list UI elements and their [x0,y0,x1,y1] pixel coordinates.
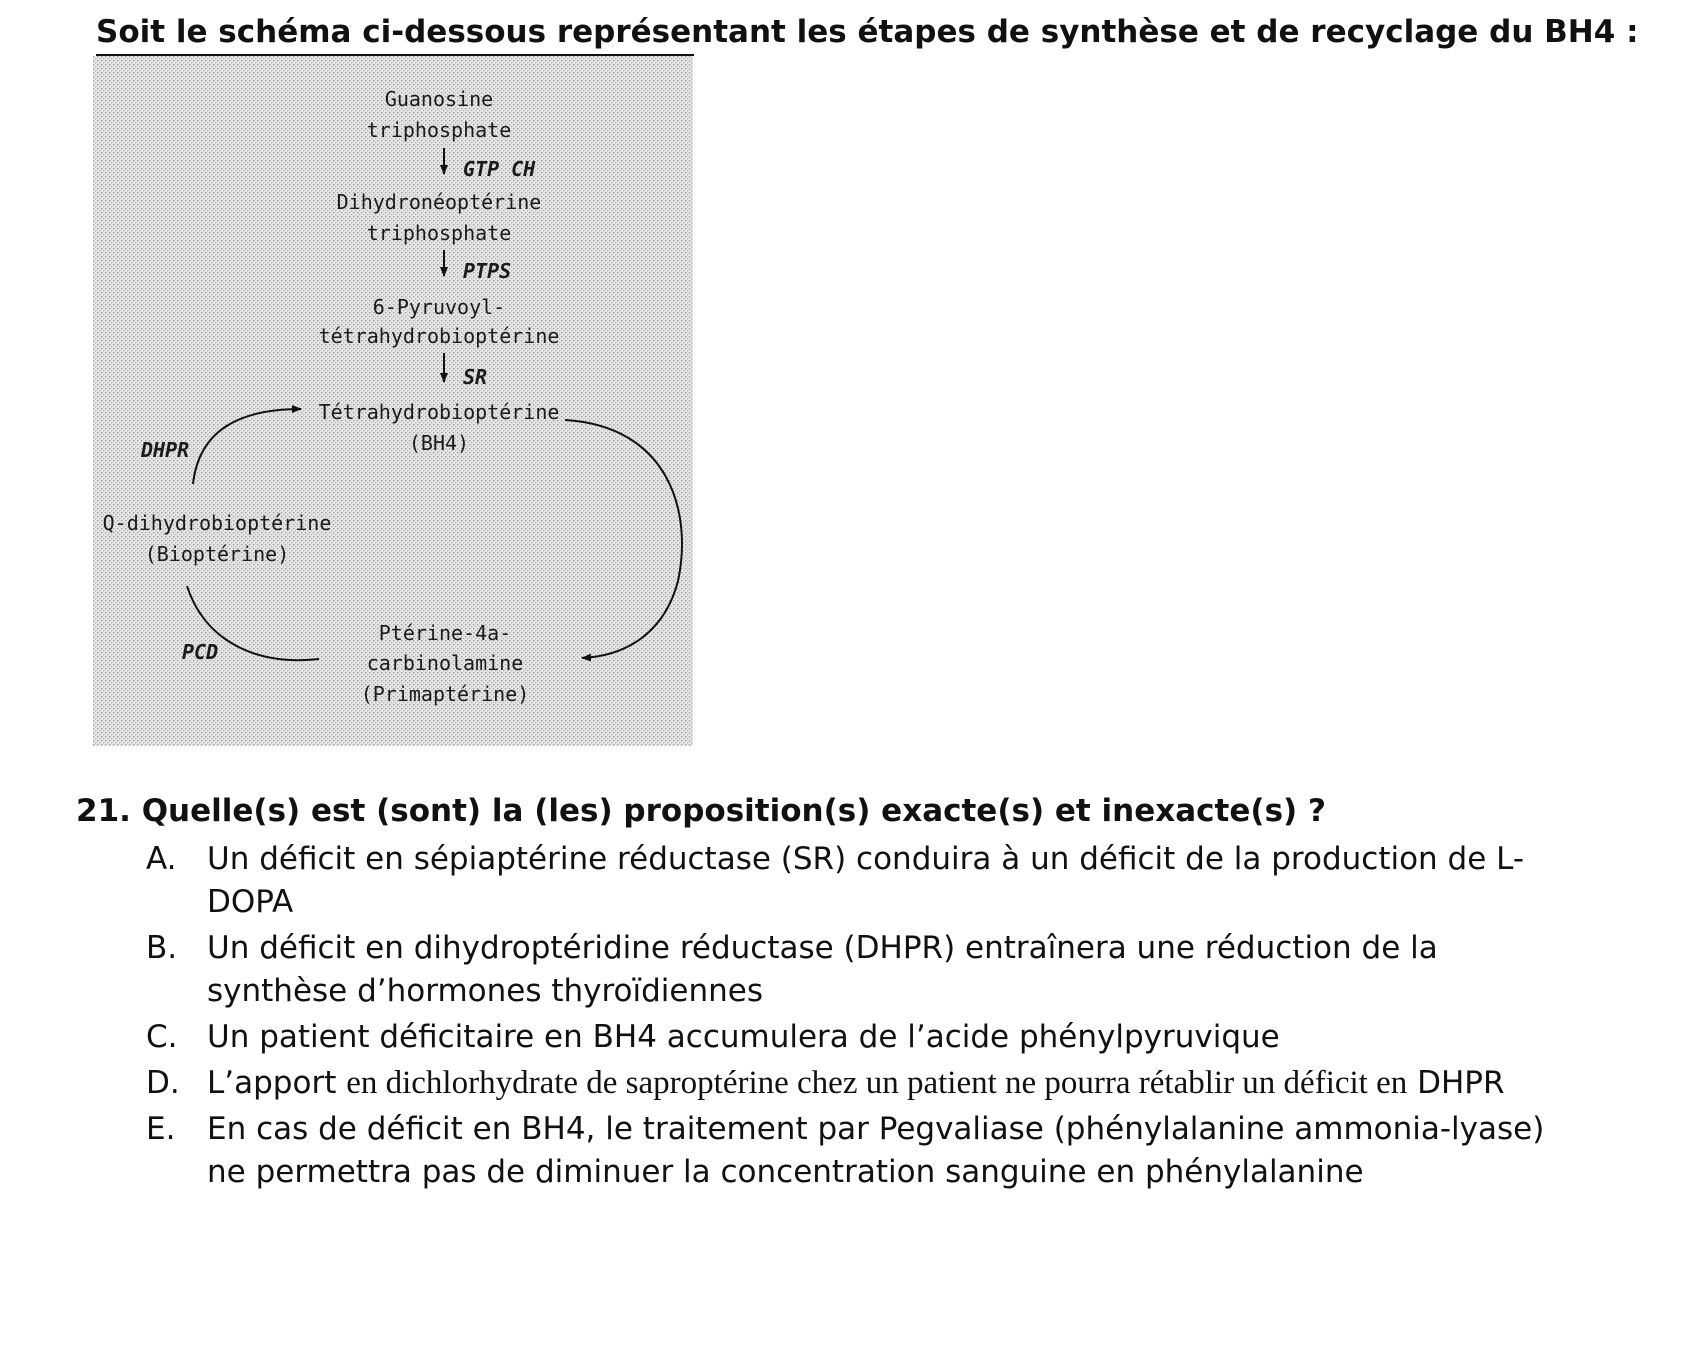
option-text-part2: en dichlorhydrate de saproptérine chez un patient ne pourra rétablir un déficit en [346,1065,1408,1101]
option-a [146,838,1546,924]
node-pcar-line3: (Primaptérine) [360,682,530,706]
intro-text: Soit le schéma ci-dessous représentant les étapes de synthèse et de recyclage du BH4 : [96,14,1639,50]
option-letter: D. [146,1065,180,1101]
enzyme-sr: SR [463,365,488,389]
enzyme-gtpch: GTP CH [463,157,536,181]
node-gtp-line1: Guanosine [384,87,494,111]
question-title: 21. Quelle(s) est (sont) la (les) proposition(s) exacte(s) et inexacte(s) ? [76,793,1326,829]
option-letter: B. [146,930,178,966]
option-text-part1: L’apport [207,1065,347,1101]
node-pcar-line1: Ptérine-4a- [378,621,512,645]
node-bh4-line1: Tétrahydrobioptérine [318,400,560,424]
option-letter: A. [146,841,177,877]
node-gtp-line2: triphosphate [366,118,512,142]
node-qdh-line1: Q-dihydrobioptérine [102,511,332,535]
option-text [207,1062,1546,1105]
option-text-part3: DHPR [1407,1065,1505,1101]
node-ptp-line1: 6-Pyruvoyl- [372,295,506,319]
option-text: Un déficit en dihydroptéridine réductase (DHPR) entraînera une réduction de la synthèse d’hormones thyroïdiennes [207,930,1438,1009]
answer-options [146,838,1546,1197]
enzyme-ptps: PTPS [463,259,512,283]
option-letter: E. [146,1111,176,1147]
node-ptp-line2: tétrahydrobioptérine [318,324,560,348]
intro-heading [96,14,1639,50]
option-text: En cas de déficit en BH4, le traitement par Pegvaliase (phénylalanine ammonia-lyase) ne permettra pas de diminuer la concentration sanguine en phénylalanine [207,1111,1545,1190]
node-qdh-line2: (Bioptérine) [144,542,290,566]
node-bh4-line2: (BH4) [408,431,470,455]
option-text: Un déficit en sépiaptérine réductase (SR) conduira à un déficit de la production de L-DOPA [207,841,1525,920]
option-e [146,1108,1546,1194]
option-b [146,927,1546,1013]
option-c [146,1016,1546,1059]
enzyme-pcd: PCD [182,640,219,664]
node-pcar-line2: carbinolamine [366,651,524,675]
option-letter: C. [146,1019,178,1055]
node-dhnp-line1: Dihydronéoptérine [336,190,542,214]
option-text: Un patient déficitaire en BH4 accumulera de l’acide phénylpyruvique [207,1019,1280,1055]
bh4-pathway-figure [93,56,693,746]
node-dhnp-line2: triphosphate [366,221,512,245]
pathway-diagram [93,56,693,746]
option-d [146,1062,1546,1105]
enzyme-dhpr: DHPR [141,438,190,462]
